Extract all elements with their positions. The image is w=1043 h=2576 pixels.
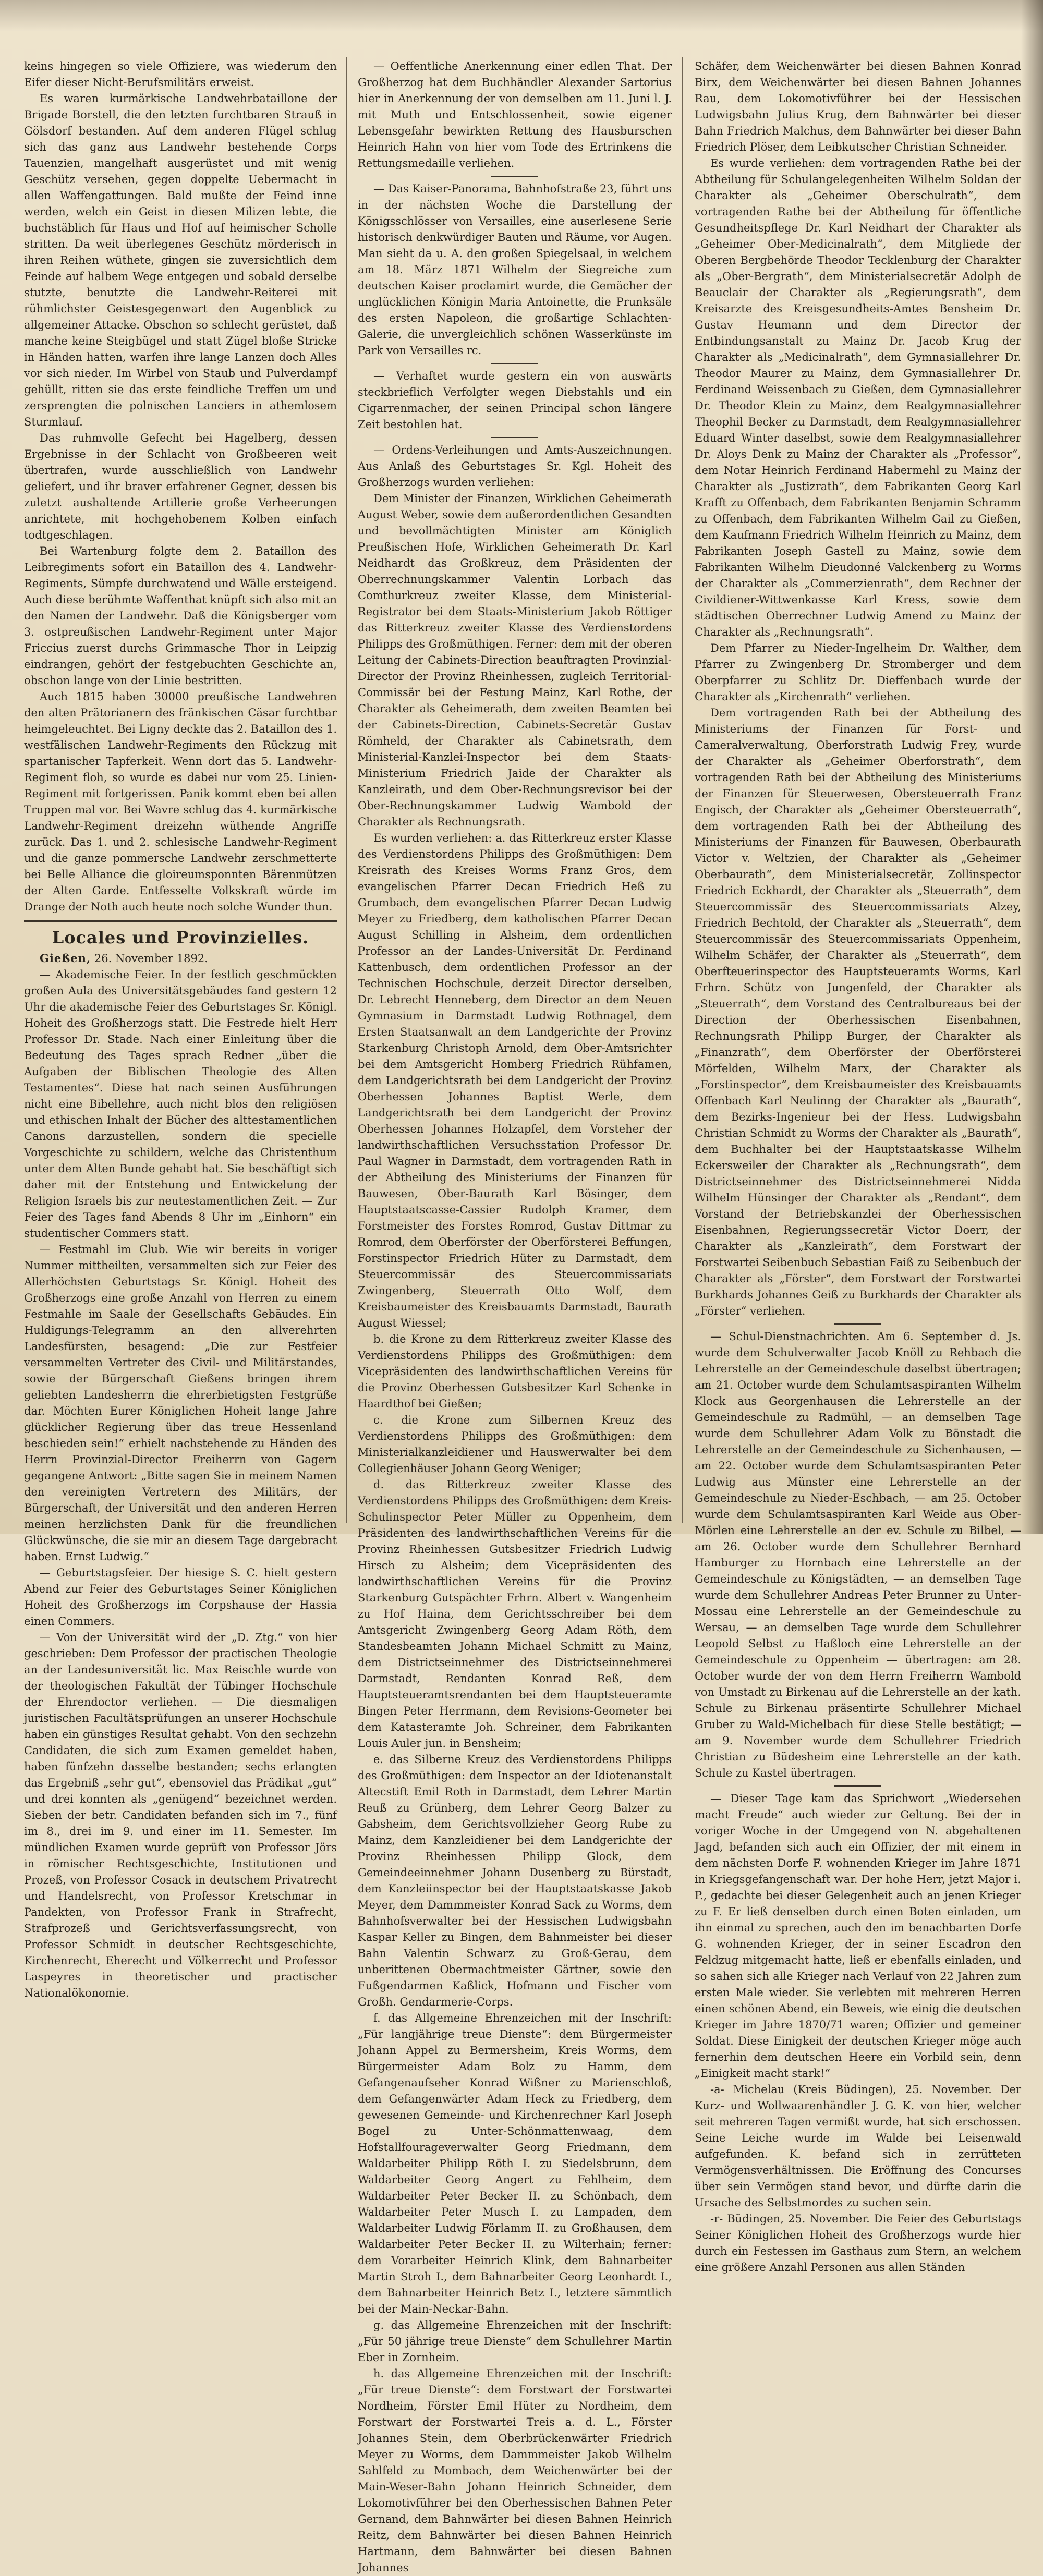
paragraph: d. das Ritterkreuz zweiter Klasse des Verdienstordens Philipps des Großmüthigen: dem Kreis-Schulinspector Peter Müller zu Oppenheim, dem Präsidenten des landwirthschaftlichen Vereins für die Provinz Rheinhessen Gutsbesitzer Friedrich Ludwig Hirsch zu Alsheim; dem Vicepräsidenten des landwirthschaftlichen Vereins für die Provinz Starkenburg Gutspächter Frhrn. Albert v. Wangenheim zu Hof Haina, dem Gerichtsschreiber bei dem Amtsgericht Zwingenberg Georg Adam Röth, dem Standesbeamten Johann Michael Schmitt zu Mainz, dem Districtseinnehmer des Districtseinnehmerei Darmstadt, Rendanten Konrad Reß, dem Hauptsteueramtsrendanten bei dem Hauptsteueramte Bingen Peter Herrmann, dem Revisions-Geometer bei dem Katasteramte Joh. Schreiner, dem Fabrikanten Louis Auler jun. in Bensheim;: [358, 1478, 672, 1749]
paragraph: Schäfer, dem Weichenwärter bei diesen Bahnen Konrad Birx, dem Weichenwärter bei diesen Bahnen Johannes Rau, dem Lokomotivführer bei der Hessischen Ludwigsbahn Julius Krug, dem Bahnwärter bei dieser Bahn Friedrich Malchus, dem Bahnwärter bei dieser Bahn Friedrich Plöser, dem Leibkutscher Christian Schneider.: [695, 60, 1021, 153]
paragraph: h. das Allgemeine Ehrenzeichen mit der Inschrift: „Für treue Dienste“: dem Forstwart der Forstwartei Nordheim, Förster Emil Hüter zu Nordheim, dem Forstwart der Forstwartei Treis a. d. L., Förster Johannes Stein, dem Oberbrückenwärter Friedrich Meyer zu Worms, dem Dammmeister Jakob Wilhelm Sahlfeld zu Mombach, dem Weichenwärter bei der Main-Weser-Bahn Johann Heinrich Schneider, dem Lokomotivführer bei den Oberhessischen Bahnen Peter Gernand, dem Bahnwärter bei diesen Bahnen Heinrich Reitz, dem Bahnwärter bei diesen Bahnen Heinrich Hartmann, dem Bahnwärter bei diesen Bahnen Johannes: [358, 2367, 672, 2574]
paragraph: Dem vortragenden Rath bei der Abtheilung des Ministeriums der Finanzen für Forst- und Cameralverwaltung, Oberforstrath Ludwig Frey, wurde der Charakter als „Geheimer Oberforstrath“, dem vortragenden Rath bei der Abtheilung des Ministeriums der Finanzen für Steuerwesen, Obersteuerrath Franz Engisch, der Charakter als „Geheimer Obersteuerrath“, dem vortragenden Rath bei der Abtheilung des Ministeriums der Finanzen für Bauwesen, Oberbaurath Victor v. Weltzien, der Charakter als „Geheimer Oberbaurath“, dem Ministerialsecretär, Zollinspector Friedrich Eckhardt, der Charakter als „Steuerrath“, dem Steuercommissär des Steuercommissariats Alzey, Friedrich Bechtold, der Charakter als „Steuerrath“, dem Steuercommissär des Steuercommissariats Oppenheim, Wilhelm Schäfer, der Charakter als „Steuerrath“, dem Oberfteuerinspector des Hauptsteueramts Worms, Karl Frhrn. Schütz von Jungenfeld, der Charakter als „Steuerrath“, dem Vorstand des Centralbureaus bei der Direction der Oberhessischen Eisenbahnen, Rechnungsrath Philipp Burger, der Charakter als „Finanzrath“, dem Oberförster der Oberförsterei Mörfelden, Wilhelm Marx, der Charakter als „Forstinspector“, dem Kreisbaumeister des Kreisbauamts Offenbach Karl Neulinng der Charakter als „Baurath“, dem Bezirks-Ingenieur bei der Hess. Ludwigsbahn Christian Schmidt zu Worms der Charakter als „Baurath“, dem Buchhalter bei der Hauptstaatskasse Wilhelm Eckersweiler der Charakter als „Rechnungsrath“, dem Districtseinnehmer des Districtseinnehmerei Nidda Wilhelm Hünsinger der Charakter als „Rendant“, dem Vorstand der Betriebskanzlei der Oberhessischen Eisenbahnen, Regierungssecretär Victor Doerr, der Charakter als „Kanzleirath“, dem Forstwart der Forstwartei Seibenbuch Sebastian Faiß zu Seibenbuch der Charakter als „Förster“, dem Forstwart der Forstwartei Burkhards Johannes Geiß zu Burkhards der Charakter als „Förster“ verliehen.: [695, 707, 1021, 1317]
paragraph: Dem Minister der Finanzen, Wirklichen Geheimerath August Weber, sowie dem außerordentlichen Gesandten und bevollmächtigten Minister am Königlich Preußischen Hofe, Wirklichen Geheimerath Dr. Karl Neidhardt das Großkreuz, dem Präsidenten der Oberrechnungskammer Valentin Lorbach das Comthurkreuz zweiter Klasse, dem Ministerial-Registrator bei dem Staats-Ministerium Jakob Röttiger das Ritterkreuz zweiter Klasse des Verdienstordens Philipps des Großmüthigen. Ferner: dem mit der oberen Leitung der Cabinets-Direction beauftragten Provinzial-Director der Provinz Rheinhessen, zugleich Territorial-Commissär bei der Festung Mainz, Karl Rothe, der Charakter als Geheimerath, dem zweiten Beamten bei der Cabinets-Direction, Cabinets-Secretär Gustav Römheld, der Charakter als Cabinetsrath, dem Ministerial-Kanzlei-Inspector bei dem Staats-Ministerium Friedrich Jaide der Charakter als Kanzleirath, und dem Ober-Rechnungsrevisor bei der Ober-Rechnungskammer Ludwig Wambold der Charakter als Rechnungsrath.: [358, 492, 672, 828]
paragraph: Es wurde verliehen: dem vortragenden Rathe bei der Abtheilung für Schulangelegenheiten Wilhelm Soldan der Charakter als „Geheimer Oberschulrath“, dem vortragenden Rathe bei der Abtheilung für öffentliche Gesundheitspflege Dr. Karl Neidhart der Charakter als „Geheimer Ober-Medicinalrath“, dem Mitgliede der Oberen Bergbehörde Theodor Tecklenburg der Charakter als „Ober-Bergrath“, dem Ministerialsecretär Adolph de Beauclair der Charakter als „Regierungsrath“, dem Kreisarzte des Kreisgesundheits-Amtes Bensheim Dr. Gustav Heumann und dem Director der Entbindungsanstalt zu Mainz Dr. Jacob Krug der Charakter als „Medicinalrath“, dem Gymnasiallehrer Dr. Theodor Maurer zu Mainz, dem Gymnasiallehrer Dr. Ferdinand Weissenbach zu Gießen, dem Gymnasiallehrer Dr. Theodor Klein zu Mainz, dem Realgymnasiallehrer Theophil Becker zu Darmstadt, dem Realgymnasiallehrer Eduard Winter daselbst, sowie dem Realgymnasiallehrer Dr. Aloys Denk zu Mainz der Charakter als „Professor“, dem Notar Heinrich Ferdinand Habermehl zu Mainz der Charakter als „Justizrath“, dem Fabrikanten Georg Karl Krafft zu Offenbach, dem Fabrikanten Benjamin Schramm zu Offenbach, dem Fabrikanten Wilhelm Gail zu Gießen, dem Kaufmann Friedrich Wilhelm Heinrich zu Mainz, dem Fabrikanten Joseph Gastell zu Mainz, sowie dem Fabrikanten Wilhelm Dieudonné Valckenberg zu Worms der Charakter als „Commerzienrath“, dem Rechner der Civildiener-Wittwenkasse Karl Kress, sowie dem städtischen Oberrechner Ludwig Amend zu Mainz der Charakter als „Rechnungsrath“.: [695, 157, 1021, 638]
paragraph: — Verhaftet wurde gestern ein von auswärts steckbrieflich Verfolgter wegen Diebstahls und ein Cigarrenmacher, der seinen Principal schon längere Zeit bestohlen hat.: [358, 370, 672, 431]
paragraph: Das ruhmvolle Gefecht bei Hagelberg, dessen Ergebnisse in der Schlacht von Großbeeren weit übertrafen, wurde ausschließlich von Landwehr geliefert, und ihr braver erfahrener Gegner, dessen bis zuletzt aushaltende Artillerie große Verheerungen anrichtete, mit hochgehobenem Kolben einfach todtgeschlagen.: [24, 432, 337, 541]
paragraph: e. das Silberne Kreuz des Verdienstordens Philipps des Großmüthigen: dem Inspector an der Idiotenanstalt Altecstift Emil Roth in Darmstadt, dem Lehrer Martin Reuß zu Grünberg, dem Lehrer Georg Balzer zu Gabsheim, dem Gerichtsvollzieher Georg Rube zu Mainz, dem Kanzleidiener bei dem Landgerichte der Provinz Rheinhessen Philipp Glock, dem Gemeindeeinnehmer Johann Dusenberg zu Bürstadt, dem Kanzleiinspector bei der Hauptstaatskasse Jakob Meyer, dem Dammmeister Konrad Sack zu Worms, dem Bahnhofsverwalter bei der Hessischen Ludwigsbahn Kaspar Keller zu Bingen, dem Bahnmeister bei dieser Bahn Valentin Schwarz zu Groß-Gerau, dem unberittenen Obermachtmeister Gärtner, sowie den Fußgendarmen Kaßlick, Hofmann und Fischer vom Großh. Gendarmerie-Corps.: [358, 1753, 672, 2008]
paragraph: — Festmahl im Club. Wie wir bereits in voriger Nummer mittheilten, versammelten sich zur Feier des Allerhöchsten Geburtstags Sr. Königl. Hoheit des Großherzogs eine große Anzahl von Herren zu einem Festmahle im Saale der Gesellschafts Gebäudes. Ein Huldigungs-Telegramm an den allverehrten Landesfürsten, besagend: „Die zur Festfeier versammelten Vertreter des Civil- und Militärstandes, sowie der Bürgerschaft Gießens bringen ihrem geliebten Landesherrn die ehrerbietigsten Festgrüße dar. Möchten Eurer Königlichen Hoheit lange Jahre glücklicher Regierung über das treue Hessenland beschieden sein!“ erhielt nachstehende zu Händen des Herrn Provinzial-Director Freiherrn von Gagern gegangene Antwort: „Bitte sagen Sie in meinem Namen den vereinigten Vertretern des Militärs, der Bürgerschaft, der Universität und den anderen Herren meinen herzlichsten Dank für die freundlichen Glückwünsche, die sie mir an diesem Tage dargebracht haben. Ernst Ludwig.“: [24, 1243, 337, 1563]
paragraph: c. die Krone zum Silbernen Kreuz des Verdienstordens Philipps des Großmüthigen: dem Ministerialkanzleidiener und Hauswerwalter bei dem Collegienhäuser Johann Georg Weniger;: [358, 1414, 672, 1475]
paragraph: Auch 1815 haben 30000 preußische Landwehren den alten Prätorianern des fränkischen Cäsar furchtbar heimgeleuchtet. Bei Ligny deckte das 2. Bataillon des 1. westfälischen Landwehr-Regiments den Rückzug mit spartanischer Tapferkeit. Wenn dort das 5. Landwehr-Regiment floh, so wurde es dabei nur vom 25. Linien-Regiment mit fortgerissen. Panik kommt eben bei allen Truppen mal vor. Bei Wavre schlug das 4. kurmärkische Landwehr-Regiment dreizehn wüthende Angriffe zurück. Das 1. und 2. schlesische Landwehr-Regiment und die ganze pommersche Landwehr zerschmetterte bei Belle Alliance die gloireumsponnten Bärenmützen der Alten Garde. Entfesselte Volkskraft würde im Drange der Noth auch heute noch solche Wunder thun.: [24, 690, 337, 913]
dateline-place: Gießen,: [40, 952, 91, 965]
divider: [491, 176, 538, 177]
page-shadow: [0, 0, 1043, 31]
paragraph: — Das Kaiser-Panorama, Bahnhofstraße 23, führt uns in der nächsten Woche die Darstellung der Königsschlösser von Versailles, eine auserlesene Serie historisch denkwürdiger Bauten und Räume, vor Augen. Man sieht da u. A. den großen Spiegelsaal, in welchem am 18. März 1871 Wilhelm der Siegreiche zum deutschen Kaiser proclamirt wurde, die Gemächer der unglücklichen Königin Maria Antoinette, die Prunksäle des ersten Napoleon, die großartige Schlachten-Galerie, die unvergleichlich schönen Wasserkünste im Park von Versailles rc.: [358, 183, 672, 357]
dateline: [24, 950, 337, 967]
paragraph: -r- Büdingen, 25. November. Die Feier des Geburtstags Seiner Königlichen Hoheit des Großherzogs wurde hier durch ein Festessen im Gasthaus zum Stern, an welchem eine größere Anzahl Personen aus allen Ständen: [695, 2213, 1021, 2274]
paragraph: — Geburtstagsfeier. Der hiesige S. C. hielt gestern Abend zur Feier des Geburtstages Seiner Königlichen Hoheit des Großherzogs im Corpshause der Hassia einen Commers.: [24, 1566, 337, 1627]
divider: [491, 437, 538, 438]
dateline-date: 26. November 1892.: [94, 952, 208, 965]
column-2: [358, 58, 672, 2574]
paragraph: — Dieser Tage kam das Sprichwort „Wiedersehen macht Freude“ auch wieder zur Geltung. Bei der in voriger Woche in der Umgegend von N. abgehaltenen Jagd, befanden sich auch ein Offizier, der mit einem in dem nächsten Dorfe F. wohnenden Krieger im Jahre 1871 in Kriegsgefangenschaft war. Der hohe Herr, jetzt Major i. P., gedachte bei dieser Gelegenheit auch an jenen Krieger zu F. Er ließ denselben durch einen Boten einladen, um ihn einmal zu sprechen, auch den im benachbarten Dorfe G. wohnenden Krieger, der in seiner Escadron den Feldzug mitgemacht hatte, ließ er ebenfalls einladen, und so sahen sich alle Krieger nach Verlauf von 22 Jahren zum ersten Male wieder. Sie verlebten mit mehreren Herren einen schönen Abend, ein Beweis, wie einig die deutschen Krieger im Jahre 1870/71 waren; Offizier und gemeiner Soldat. Diese Einigkeit der deutschen Krieger möge auch fernerhin dem deutschen Heere ein Vorbild sein, denn „Einigkeit macht stark!“: [695, 1792, 1021, 2080]
paragraph: g. das Allgemeine Ehrenzeichen mit der Inschrift: „Für 50 jährige treue Dienste“ dem Schullehrer Martin Eber in Zornheim.: [358, 2319, 672, 2364]
column-3: [695, 58, 1021, 2274]
paragraph: — Von der Universität wird der „D. Ztg.“ von hier geschrieben: Dem Professor der practischen Theologie an der Landesuniversität lic. Max Reischle wurde von der theologischen Fakultät der Tübinger Hochschule der Ehrendoctor verliehen. — Die diesmaligen juristischen Facultätsprüfungen an unserer Hochschule haben ein günstiges Resultat gehabt. Von den sechzehn Candidaten, die sich zum Examen gemeldet haben, haben fünfzehn dasselbe bestanden; sechs erlangten das Ergebniß „sehr gut“, ebensoviel das Prädikat „gut“ und drei konnten als „genügend“ bezeichnet werden. Sieben der betr. Candidaten befanden sich im 7., fünf im 8., drei im 9. und einer im 11. Semester. Im mündlichen Examen wurde geprüft von Professor Jörs in römischer Rechtsgeschichte, Institutionen und Prozeß, von Professor Cosack in deutschem Privatrecht und Handelsrecht, von Professor Kretschmar in Pandekten, von Professor Frank in Strafrecht, Strafprozeß und Gerichtsverfassungsrecht, von Professor Schmidt in deutscher Rechtsgeschichte, Kirchenrecht, Eherecht und Völkerrecht und Professor Laspeyres in theoretischer und practischer Nationalökonomie.: [24, 1631, 337, 1999]
paragraph: Es waren kurmärkische Landwehrbataillone der Brigade Borstell, die den letzten furchtbaren Strauß in Gölsdorf bestanden. Auf dem anderen Flügel schlug sich das ganz aus Landwehr bestehende Corps Tauenzien, mangelhaft ausgerüstet und mit wenig Geschütz versehen, gegen doppelte Uebermacht in allen Waffengattungen. Bald mußte der Feind inne werden, welch ein Geist in diesen Milizen lebte, die buchstäblich für Haus und Hof auf heimischer Scholle stritten. Da weit überlegenes Geschütz mörderisch in ihren Reihen wüthete, gingen sie zuversichtlich dem Feinde auf halbem Wege entgegen und sobald derselbe stutzte, benutzte die Landwehr-Reiterei mit rühmlichster Geistesgegenwart den Augenblick zu allgemeiner Attacke. Obschon so schlecht gerüstet, daß manche keine Steigbügel und statt Zügel bloße Stricke in Händen hatten, warfen ihre lange Lanzen doch Alles vor sich nieder. Im Wirbel von Staub und Pulverdampf gehüllt, ritten sie das erste feindliche Treffen um und zersprengten die polnischen Lanciers in athemlosem Sturmlauf.: [24, 92, 337, 428]
section-rule: [24, 920, 337, 922]
section-title: Locales und Provinzielles.: [52, 928, 309, 947]
column-rule-right: [682, 57, 683, 1523]
paragraph: f. das Allgemeine Ehrenzeichen mit der Inschrift: „Für langjährige treue Dienste“: dem Bürgermeister Johann Appel zu Bermersheim, Kreis Worms, dem Bürgermeister Adam Bolz zu Hamm, dem Gefangenaufseher Konrad Wißner zu Marienschloß, dem Gefangenwärter Adam Heck zu Friedberg, dem gewesenen Gemeinde- und Kirchenrechner Karl Joseph Bogel zu Unter-Schönmattenwaag, dem Hofstallfourageverwalter Georg Friedmann, dem Waldarbeiter Philipp Röth I. zu Siedelsbrunn, dem Waldarbeiter Georg Angert zu Fehlheim, dem Waldarbeiter Peter Becker II. zu Schönbach, dem Waldarbeiter Peter Musch I. zu Lampaden, dem Waldarbeiter Ludwig Förlamm II. zu Großhausen, dem Waldarbeiter Peter Becker II. zu Wilterhain; ferner: dem Vorarbeiter Heinrich Klink, dem Bahnarbeiter Martin Stroh I., dem Bahnarbeiter Georg Leonhardt I., dem Bahnarbeiter Heinrich Betz I., letztere sämmtlich bei der Main-Neckar-Bahn.: [358, 2012, 672, 2315]
paragraph: — Ordens-Verleihungen und Amts-Auszeichnungen. Aus Anlaß des Geburtstages Sr. Kgl. Hoheit des Großherzogs wurden verliehen:: [358, 444, 672, 489]
paragraph: b. die Krone zu dem Ritterkreuz zweiter Klasse des Verdienstordens Philipps des Großmüthigen: dem Vicepräsidenten des landwirthschaftlichen Vereins für die Provinz Oberhessen Gutsbesitzer Karl Schenke in Haardthof bei Gießen;: [358, 1333, 672, 1410]
column-rule-left: [346, 57, 347, 1523]
column-1: [24, 58, 337, 1999]
paragraph: — Schul-Dienstnachrichten. Am 6. September d. Js. wurde dem Schulverwalter Jacob Knöll zu Rehbach die Lehrerstelle an der Gemeindeschule daselbst übertragen; am 21. October wurde dem Schulamtsaspiranten Wilhelm Klock aus Georgenhausen die Lehrerstelle an der Gemeindeschule zu Radmühl, — an demselben Tage wurde dem Schullehrer Adam Volk zu Bönstadt die Lehrerstelle an der Gemeindeschule zu Sichenhausen, — am 22. October wurde dem Schulamtsaspiranten Peter Ludwig aus Münster eine Lehrerstelle an der Gemeindeschule zu Nieder-Eschbach, — am 25. October wurde dem Schulamtsaspiranten Karl Weide aus Ober-Mörlen eine Lehrerstelle an der ev. Schule zu Bilbel, — am 26. October wurde dem Schullehrer Bernhard Hamburger zu Hornbach eine Lehrerstelle an der Gemeindeschule zu Königstädten, — an demselben Tage wurde dem Schullehrer Andreas Peter Brunner zu Unter-Mossau eine Lehrerstelle an der Gemeindeschule zu Wersau, — an demselben Tage wurde dem Schullehrer Leopold Selbst zu Haßloch eine Lehrerstelle an der Gemeindeschule zu Oppenheim — übertragen: am 28. October wurde der von dem Herrn Freiherrn Wambold von Umstadt zu Birkenau auf die Lehrerstelle an der kath. Schule zu Birkenau präsentirte Schullehrer Michael Gruber zu Wald-Michelbach für diese Stelle bestätigt; — am 9. November wurde dem Schullehrer Friedrich Christian zu Büdesheim eine Lehrerstelle an der kath. Schule zu Kastel übertragen.: [695, 1330, 1021, 1779]
paragraph: — Akademische Feier. In der festlich geschmückten großen Aula des Universitätsgebäudes fand gestern 12 Uhr die akademische Feier des Geburtstages Sr. Königl. Hoheit des Großherzogs statt. Die Festrede hielt Herr Professor Dr. Stade. Nach einer Einleitung über die Bedeutung des Tages sprach Redner „über die Aufgaben der Biblischen Theologie des Alten Testamentes“. Diese hat nach seinen Ausführungen nicht eine Bibellehre, auch nicht blos den religiösen und ethischen Inhalt der Bücher des alttestamentlichen Canons darzustellen, sondern die specielle Vorgeschichte zu schildern, welche das Christenthum unter dem Alten Bunde gehabt hat. Sie beschäftigt sich daher mit der Entstehung und Entwickelung der Religion Israels bis zur neutestamentlichen Zeit. — Zur Feier des Tages fand Abends 8 Uhr im „Einhorn“ ein studentischer Commers statt.: [24, 968, 337, 1240]
divider: [491, 363, 538, 364]
paragraph: keins hingegen so viele Offiziere, was wiederum den Eifer dieser Nicht-Berufsmilitärs erweist.: [24, 60, 337, 89]
divider: [834, 1785, 881, 1787]
paragraph: — Oeffentliche Anerkennung einer edlen That. Der Großherzog hat dem Buchhändler Alexander Sartorius hier in Anerkennung der von demselben am 11. Juni l. J. mit Muth und Entschlossenheit, sowie eigener Lebensgefahr bewirkten Rettung des Hausburschen Heinrich Hahn von hier vom Tode des Ertrinkens die Rettungsmedaille verliehen.: [358, 60, 672, 169]
divider: [834, 1323, 881, 1325]
paragraph: Dem Pfarrer zu Nieder-Ingelheim Dr. Walther, dem Pfarrer zu Zwingenberg Dr. Stromberger und dem Oberpfarrer zu Schlitz Dr. Dieffenbach wurde der Charakter als „Kirchenrath“ verliehen.: [695, 642, 1021, 703]
paragraph: Bei Wartenburg folgte dem 2. Bataillon des Leibregiments sofort ein Bataillon des 4. Landwehr-Regiments, Sümpfe durchwatend und Wälle ersteigend. Auch diese berühmte Waffenthat knüpft sich also mit an den Namen der Landwehr. Daß die Königsberger vom 3. ostpreußischen Landwehr-Regiment unter Major Friccius zuerst durchs Grimmasche Thor in Leipzig eindrangen, gehört der festgebuchten Geschichte an, obschon lange von der Linie bestritten.: [24, 545, 337, 687]
paragraph: Es wurden verliehen: a. das Ritterkreuz erster Klasse des Verdienstordens Philipps des Großmüthigen: Dem Kreisrath des Kreises Worms Franz Gros, dem evangelischen Pfarrer Decan Friedrich Heß zu Grumbach, dem evangelischen Pfarrer Decan Ludwig Meyer zu Friedberg, dem katholischen Pfarrer Decan August Schilling in Alsheim, dem ordentlichen Professor an der Landes-Universität Dr. Ferdinand Kattenbusch, dem ordentlichen Professor an der Technischen Hochschule, derzeit Director derselben, Dr. Lebrecht Henneberg, dem Director an dem Neuen Gymnasium in Darmstadt Ludwig Rothnagel, dem Ersten Staatsanwalt an dem Landgerichte der Provinz Starkenburg Christoph Arnold, dem Ober-Amtsrichter bei dem Amtsgericht Homberg Friedrich Rühfamen, dem Landgerichtsrath bei dem Landgericht der Provinz Oberhessen Johannes Baptist Werle, dem Landgerichtsrath bei dem Landgericht der Provinz Oberhessen Johannes Holzapfel, dem Vorsteher der landwirthschaftlichen Versuchsstation Professor Dr. Paul Wagner in Darmstadt, dem vortragenden Rath in der Abtheilung des Ministeriums der Finanzen für Bauwesen, Ober-Baurath Karl Bösinger, dem Hauptstaatscasse-Cassier Rudolph Kramer, dem Forstmeister des Forstes Romrod, Gustav Dittmar zu Romrod, dem Oberförster der Oberförsterei Beffungen, Forstinspector Friedrich Hüter zu Darmstadt, dem Steuercommissär des Steuercommissariats Zwingenberg, Steuerrath Otto Wolf, dem Kreisbaumeister des Kreisbauamts Darmstadt, Baurath August Wiessel;: [358, 832, 672, 1329]
paragraph: -a- Michelau (Kreis Büdingen), 25. November. Der Kurz- und Wollwaarenhändler J. G. K. von hier, welcher seit mehreren Tagen vermißt wurde, hat sich erschossen. Seine Leiche wurde im Walde bei Leisenwald aufgefunden. K. befand sich in zerrütteten Vermögensverhältnissen. Die Eröffnung des Concurses über sein Vermögen stand bevor, und dürfte darin die Ursache des Selbstmordes zu suchen sein.: [695, 2083, 1021, 2209]
page-edge-shadow: [1021, 0, 1043, 1534]
